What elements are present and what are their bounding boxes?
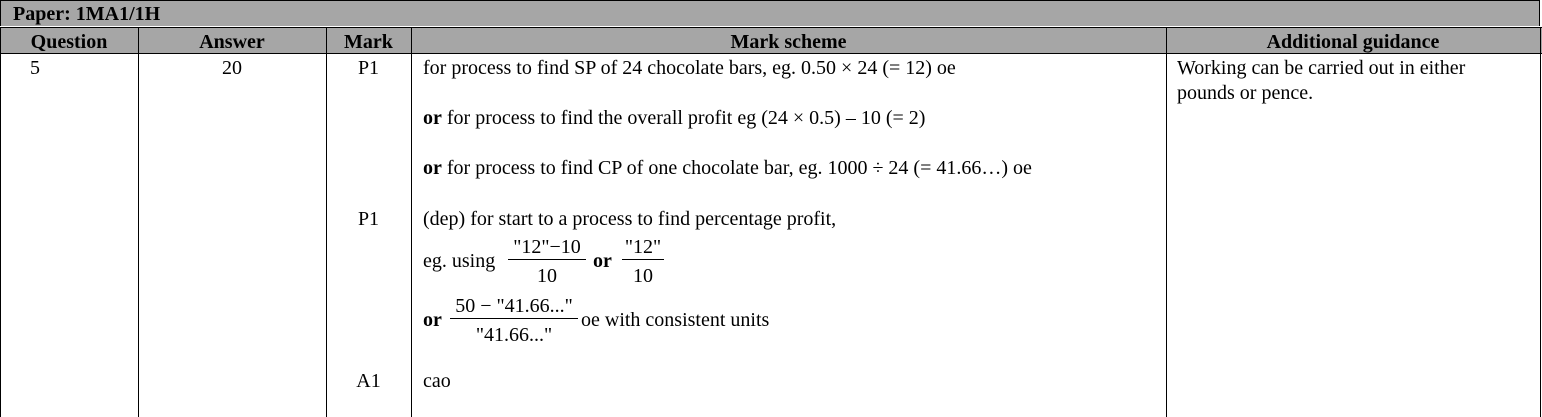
or-keyword: or xyxy=(423,157,442,179)
eg-using-label: eg. using xyxy=(423,250,496,272)
header-question: Question xyxy=(30,31,108,53)
scheme-line xyxy=(423,106,925,130)
paper-title: Paper: 1MA1/1H xyxy=(0,0,1540,26)
fraction xyxy=(450,294,578,347)
fraction xyxy=(622,235,664,288)
header-mark-scheme: Mark scheme xyxy=(730,31,847,53)
fraction-denominator: "41.66..." xyxy=(475,324,553,346)
header-row xyxy=(0,27,1542,54)
scheme-line: for process to find SP of 24 chocolate bars, eg. 0.50 × 24 (= 12) oe xyxy=(423,57,956,79)
fraction-denominator: 10 xyxy=(537,265,557,287)
header-additional-guidance: Additional guidance xyxy=(1266,31,1440,53)
scheme-line-text: for process to find CP of one chocolate bar, eg. 1000 ÷ 24 (= 41.66…) oe xyxy=(446,157,1032,179)
scheme-line-text: for process to find the overall profit eg (24 × 0.5) – 10 (= 2) xyxy=(446,107,926,129)
column-divider xyxy=(1540,27,1541,417)
column-divider xyxy=(138,27,139,417)
guidance-text: pounds or pence. xyxy=(1177,82,1314,104)
answer-value: 20 xyxy=(222,57,242,79)
fraction-denominator: 10 xyxy=(633,265,653,287)
scheme-line: (dep) for start to a process to find percentage profit, xyxy=(423,208,837,230)
scheme-line xyxy=(423,156,1032,180)
header-answer: Answer xyxy=(199,31,265,53)
or-keyword: or xyxy=(593,250,612,272)
question-number: 5 xyxy=(30,57,40,79)
mark-code: P1 xyxy=(357,208,380,230)
column-divider xyxy=(411,27,412,417)
fraction xyxy=(508,235,586,288)
mark-code: P1 xyxy=(357,57,380,79)
column-divider xyxy=(0,27,1,417)
column-divider xyxy=(1166,27,1167,417)
guidance-text: Working can be carried out in either xyxy=(1177,57,1466,79)
fraction-numerator: "12"−10 xyxy=(508,235,586,260)
scheme-line: cao xyxy=(423,370,451,392)
or-keyword: or xyxy=(423,107,442,129)
fraction-numerator: 50 − "41.66..." xyxy=(450,294,578,319)
or-keyword: or xyxy=(423,309,442,331)
mark-code: A1 xyxy=(356,370,381,392)
scheme-line-text: oe with consistent units xyxy=(581,309,770,331)
header-mark: Mark xyxy=(344,31,393,53)
fraction-numerator: "12" xyxy=(622,235,664,260)
